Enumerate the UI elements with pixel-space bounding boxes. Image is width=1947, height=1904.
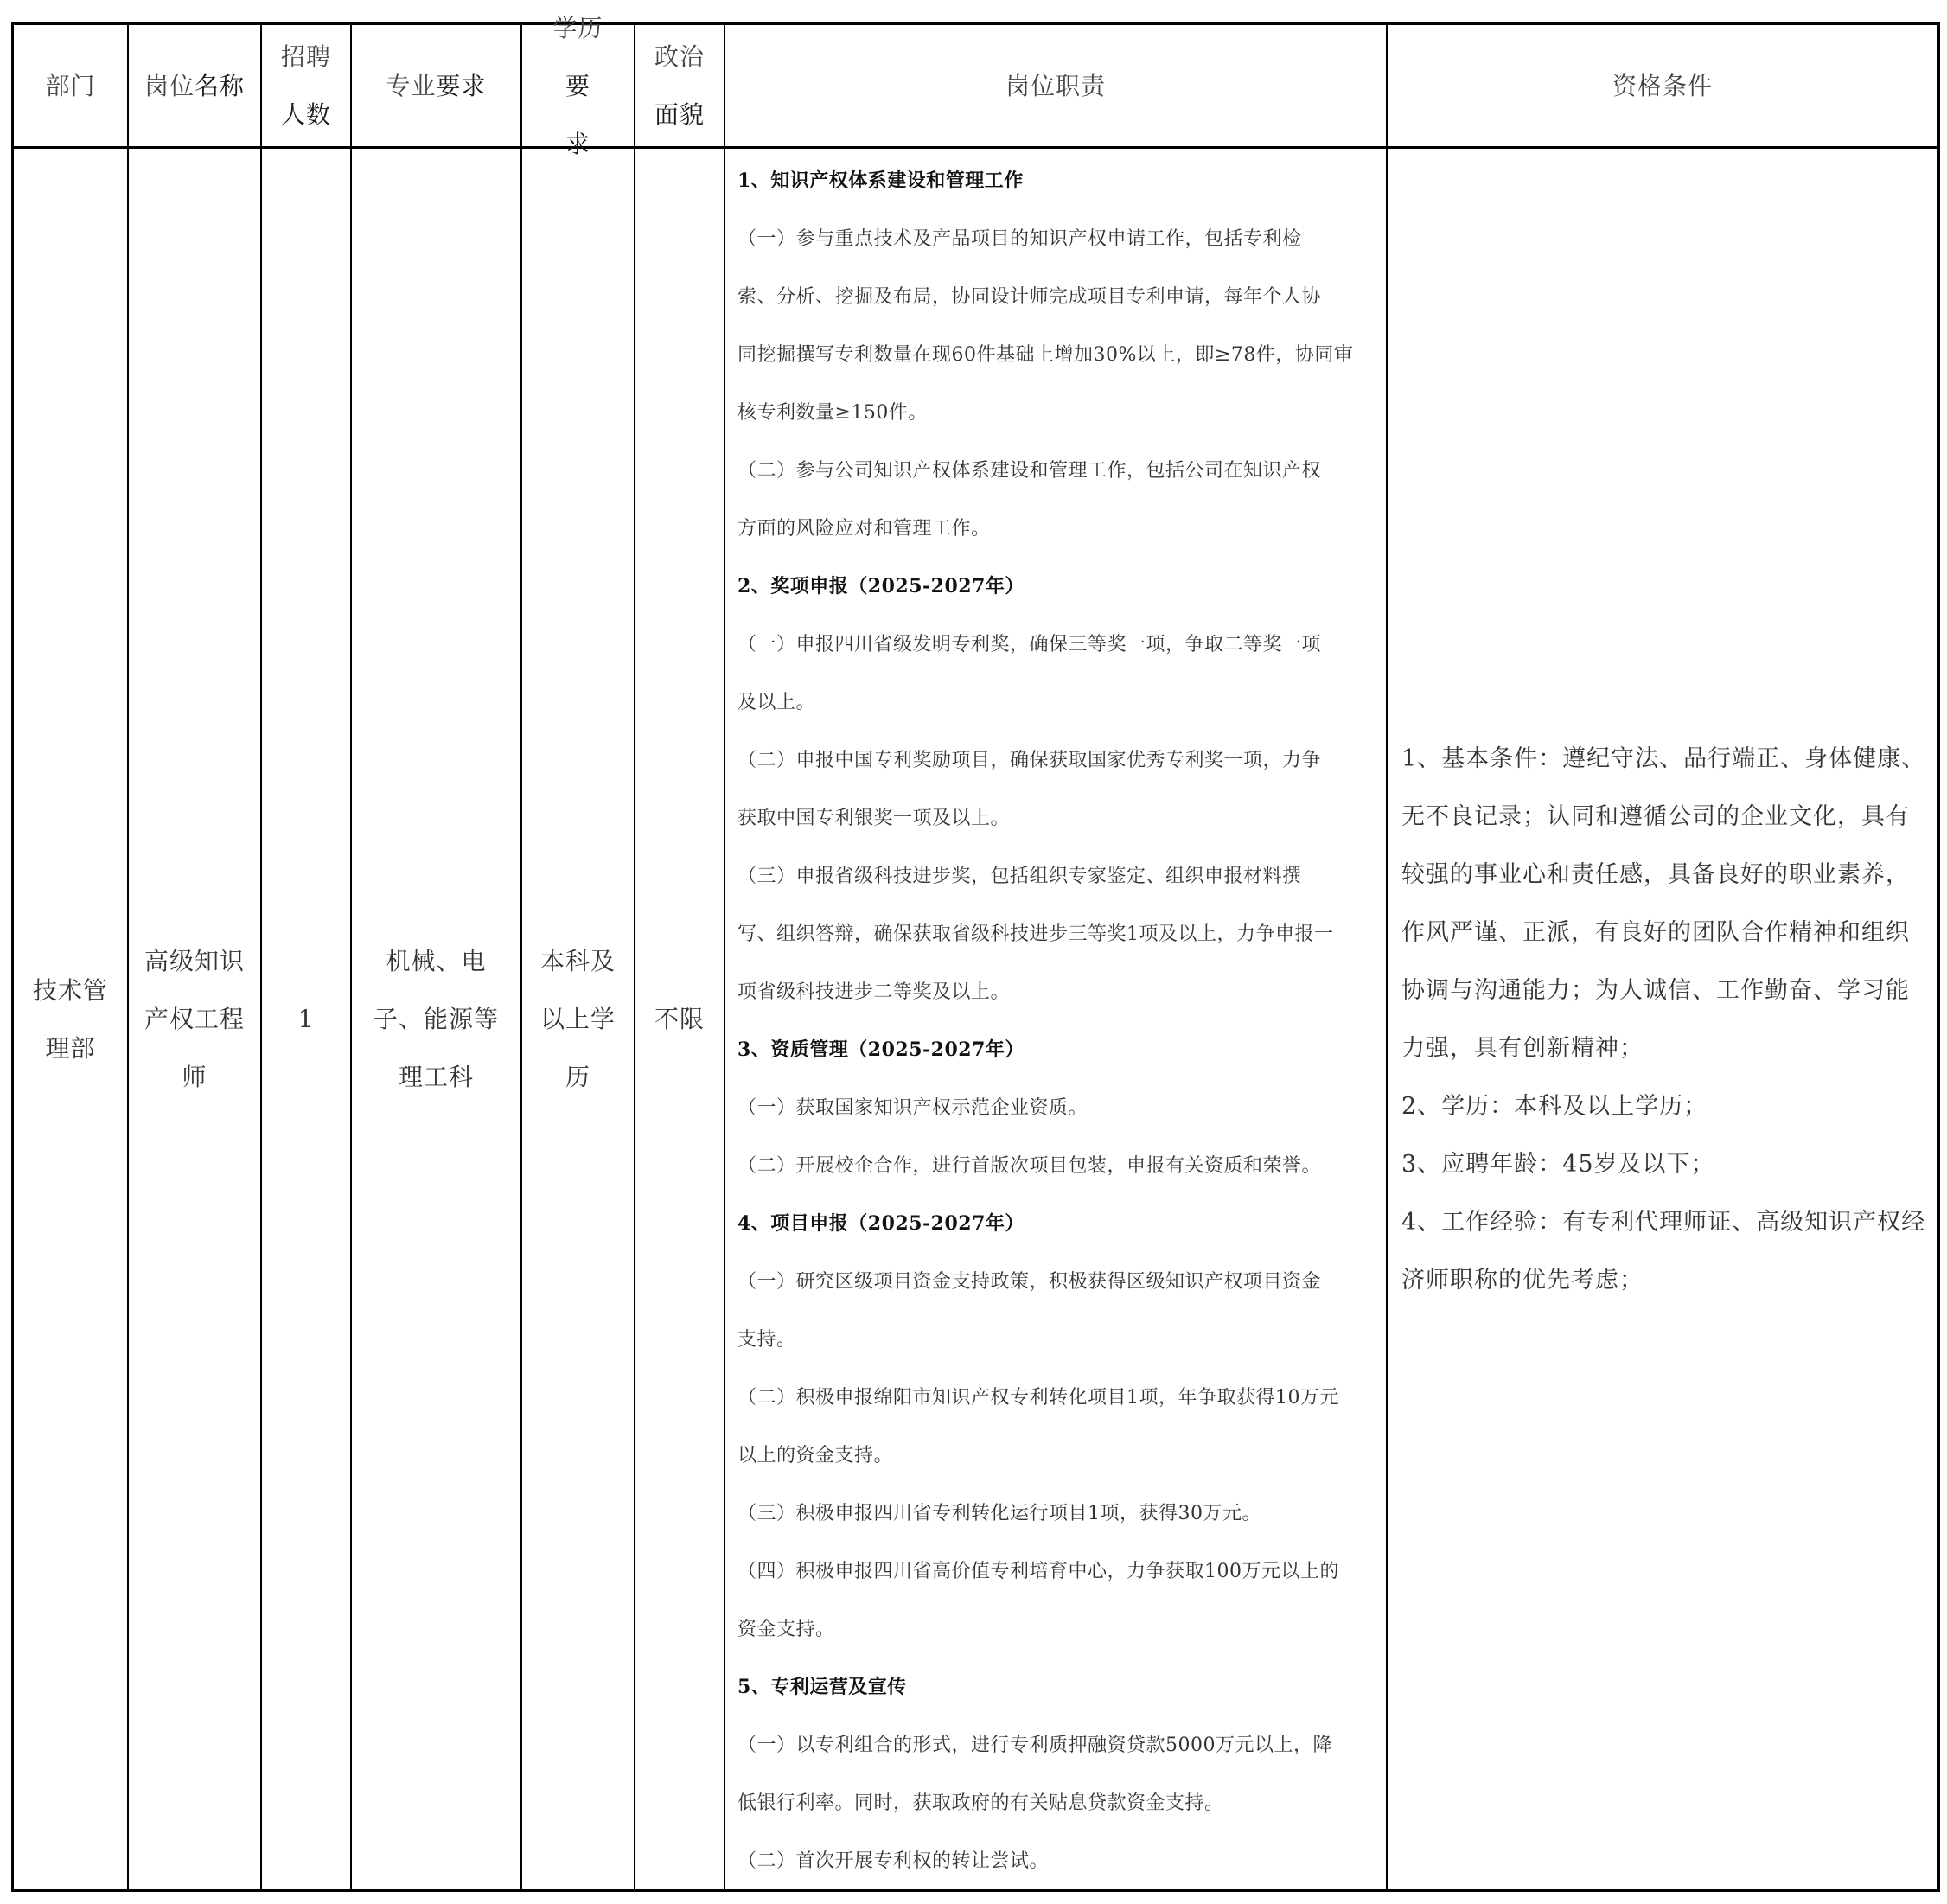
header-position-name	[129, 25, 260, 146]
header-duties	[725, 25, 1386, 146]
header-education-line1-plain: 学历	[552, 13, 603, 42]
duty-item-line: （四）积极申报四川省高价值专利培育中心，力争获取100万元以上的	[737, 1561, 1339, 1582]
duty-item-line: （一）参与重点技术及产品项目的知识产权申请工作，包括专利检	[737, 228, 1302, 250]
duty-item-line: 及以上。	[737, 692, 816, 713]
cell-qualifications	[1388, 149, 1937, 1889]
cell-duties	[725, 152, 1386, 1889]
position-name-line: 高级知识	[144, 947, 245, 975]
headcount-value: 1	[297, 1005, 315, 1033]
duty-item-line: （二）参与公司知识产权体系建设和管理工作，包括公司在知识产权	[737, 460, 1322, 482]
header-political-line2: 面貌	[654, 100, 705, 129]
duty-section-heading: 2、奖项申报（2025-2027年）	[737, 575, 1025, 597]
qualification-line: 1、基本条件：遵纪守法、品行端正、身体健康、	[1401, 744, 1926, 772]
political-value: 不限	[654, 1005, 705, 1033]
cell-department	[14, 149, 127, 1889]
header-education	[522, 13, 634, 158]
qualification-line: 2、学历：本科及以上学历；	[1401, 1092, 1708, 1120]
duty-item-line: （二）申报中国专利奖励项目，确保获取国家优秀专利奖一项，力争	[737, 750, 1322, 771]
qualification-line: 协调与沟通能力；为人诚信、工作勤奋、学习能	[1401, 976, 1910, 1004]
cell-education	[522, 149, 634, 1889]
header-department-label: 部门	[45, 71, 96, 100]
duty-item-line: 资金支持。	[737, 1619, 835, 1640]
header-position-name-bold: 名称	[195, 71, 246, 100]
header-major	[352, 25, 520, 146]
department-line: 技术管	[32, 975, 108, 1005]
header-position-name-plain: 岗位	[144, 71, 195, 100]
header-education-line2: 求	[565, 129, 590, 158]
qualification-line: 3、应聘年龄：45岁及以下；	[1401, 1150, 1715, 1178]
duty-item-line: 同挖掘撰写专利数量在现60件基础上增加30%以上，即≥78件，协同审	[737, 344, 1354, 366]
duty-section-heading: 5、专利运营及宣传	[737, 1676, 907, 1698]
header-department	[14, 25, 127, 146]
duty-item-line: （二）积极申报绵阳市知识产权专利转化项目1项，年争取获得10万元	[737, 1387, 1339, 1409]
duty-item-line: （一）获取国家知识产权示范企业资质。	[737, 1097, 1088, 1119]
qualification-line: 4、工作经验：有专利代理师证、高级知识产权经	[1401, 1208, 1926, 1236]
header-headcount-line2: 人数	[280, 100, 331, 129]
header-education-line1	[552, 0, 603, 115]
cell-major	[352, 149, 520, 1889]
major-line: 机械、电	[386, 947, 487, 975]
duty-item-line: 项省级科技进步二等奖及以上。	[737, 981, 1011, 1003]
header-duties-label: 岗位职责	[1005, 71, 1106, 100]
position-name-line: 师	[182, 1063, 207, 1091]
recruitment-table	[11, 13, 1940, 1892]
duty-item-line: （一）以专利组合的形式，进行专利质押融资贷款5000万元以上，降	[737, 1735, 1332, 1756]
major-line: 子、能源等	[373, 1005, 499, 1033]
education-line: 历	[565, 1063, 590, 1091]
cell-position-name	[129, 149, 260, 1889]
duty-item-line: 支持。	[737, 1329, 796, 1351]
position-name-line: 产权工程	[144, 1005, 245, 1033]
qualification-line: 无不良记录；认同和遵循公司的企业文化，具有	[1401, 802, 1910, 830]
duty-item-line: 获取中国专利银奖一项及以上。	[737, 808, 1011, 829]
header-headcount	[262, 25, 350, 146]
qualification-line: 力强，具有创新精神；	[1401, 1034, 1644, 1062]
duty-section-heading: 3、资质管理（2025-2027年）	[737, 1038, 1025, 1061]
education-line: 以上学	[539, 1005, 616, 1033]
qualification-line: 作风严谨、正派，有良好的团队合作精神和组织	[1401, 918, 1910, 946]
header-education-line1-bold: 要	[565, 71, 590, 100]
cell-headcount	[262, 149, 350, 1889]
duty-item-line: （三）积极申报四川省专利转化运行项目1项，获得30万元。	[737, 1503, 1261, 1524]
qualification-line: 较强的事业心和责任感，具备良好的职业素养，	[1401, 860, 1910, 888]
header-major-plain: 专业	[386, 71, 437, 100]
duty-item-line: 索、分析、挖掘及布局，协同设计师完成项目专利申请，每年个人协	[737, 286, 1322, 308]
cell-political	[635, 149, 724, 1889]
duty-item-line: 以上的资金支持。	[737, 1445, 894, 1466]
duty-item-line: （二）首次开展专利权的转让尝试。	[737, 1850, 1050, 1872]
duty-item-line: 写、组织答辩，确保获取省级科技进步三等奖1项及以上，力争申报一	[737, 923, 1334, 945]
duty-item-line: （一）研究区级项目资金支持政策，积极获得区级知识产权项目资金	[737, 1271, 1322, 1293]
major-line: 理工科	[398, 1063, 474, 1091]
duty-item-line: （一）申报四川省级发明专利奖，确保三等奖一项，争取二等奖一项	[737, 634, 1322, 655]
header-political	[635, 25, 724, 146]
header-qualifications	[1388, 25, 1937, 146]
header-headcount-line1: 招聘	[280, 42, 331, 71]
duty-item-line: 核专利数量≥150件。	[737, 402, 928, 424]
education-line: 本科及	[539, 947, 616, 975]
header-major-bold: 要求	[436, 71, 487, 100]
header-qualifications-label: 资格条件	[1612, 71, 1713, 100]
department-line: 理部	[45, 1033, 96, 1063]
header-political-line1: 政治	[654, 42, 705, 71]
duty-item-line: （三）申报省级科技进步奖，包括组织专家鉴定、组织申报材料撰	[737, 866, 1302, 887]
duty-item-line: （二）开展校企合作，进行首版次项目包装，申报有关资质和荣誉。	[737, 1155, 1322, 1177]
duty-section-heading: 1、知识产权体系建设和管理工作	[737, 169, 1024, 192]
duty-section-heading: 4、项目申报（2025-2027年）	[737, 1212, 1025, 1235]
duty-item-line: 低银行利率。同时，获取政府的有关贴息贷款资金支持。	[737, 1792, 1224, 1814]
qualification-line: 济师职称的优先考虑；	[1401, 1266, 1644, 1294]
duty-item-line: 方面的风险应对和管理工作。	[737, 518, 991, 540]
